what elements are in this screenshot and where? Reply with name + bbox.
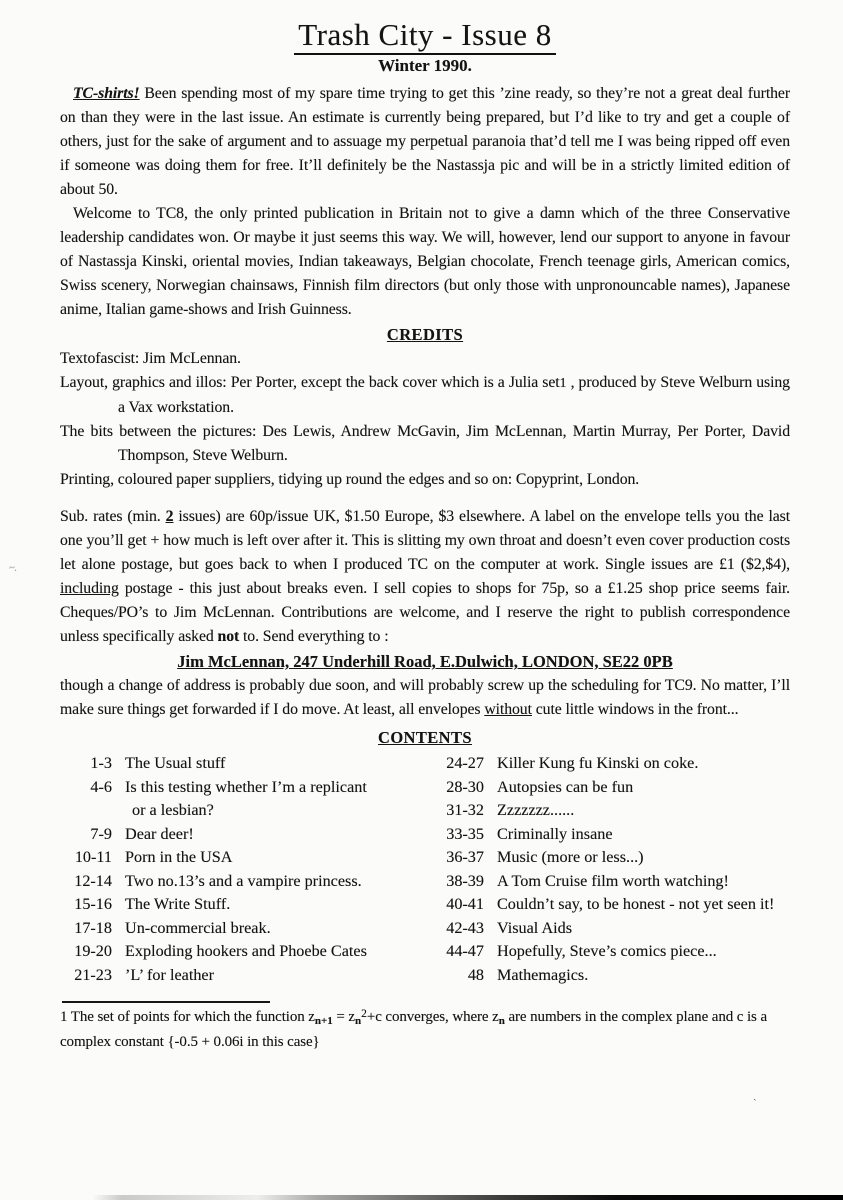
page-range: 40-41: [446, 895, 484, 913]
toc-row: [60, 823, 428, 847]
toc-row: [60, 776, 428, 800]
item-title: Porn in the USA: [125, 848, 233, 866]
page-range: 19-20: [74, 942, 112, 960]
toc-row: [432, 940, 790, 964]
contents-list: [60, 752, 790, 987]
page-range: 24-27: [446, 754, 484, 772]
page-range: 28-30: [446, 777, 484, 796]
item-title: Mathemagics.: [497, 965, 589, 984]
item-title: Un-commercial break.: [125, 918, 271, 937]
credits-heading: CREDITS: [386, 325, 464, 344]
toc-row: [432, 823, 790, 847]
tcshirts-paragraph: [60, 82, 790, 202]
issue-date: Winter 1990.: [378, 56, 472, 75]
address-followup-paragraph: though a change of address is probably due soon, and will probably screw up the scheduling for TC9. No matter, I’ll make sure things get forwarded if I do move. At least, all envelopes without cute little windows in the front...: [60, 677, 790, 718]
page-range: 4-6: [90, 777, 112, 796]
page-range: 1-3: [90, 754, 112, 772]
page-range: 15-16: [74, 895, 112, 913]
item-title: Is this testing whether I’m a replicant: [125, 777, 367, 796]
credits-list: [60, 347, 790, 492]
item-title: Couldn’t say, to be honest - not yet seen it!: [497, 895, 775, 913]
toc-row: [60, 940, 428, 964]
subscription-paragraph: Sub. rates (min. 2 issues) are 60p/issue UK, $1.50 Europe, $3 elsewhere. A label on the envelope tells you the last one you’ll get + how much is left over after it. This is slitting my own throat and doesn’t even cover production costs let alone postage, but goes back to when I produced TC on the computer at work. Single issues are £1 ($2,$4), including postage - this just about breaks even. I sell copies to shops for 75p, so a £1.25 shop price seems fair. Cheques/PO’s to Jim McLennan. Contributions are welcome, and I reserve the right to publish correspondence unless specifically asked not to. Send everything to :: [60, 508, 790, 645]
min-issues-count: 2: [165, 508, 174, 525]
toc-row: [60, 870, 428, 894]
item-title-wrap: or a lesbian?: [132, 801, 214, 819]
toc-row: [432, 752, 790, 776]
page-range: 48: [467, 965, 484, 984]
item-title: ’L’ for leather: [125, 965, 214, 984]
scan-edge-bar: [92, 1195, 843, 1200]
page-range: 36-37: [446, 848, 484, 866]
footnote: [60, 1001, 790, 1053]
item-title: Zzzzzzz......: [497, 801, 575, 819]
welcome-body: Welcome to TC8, the only printed publication in Britain not to give a damn which of the three Conservative leadership candidates won. Or maybe it just seems this way. We will, however, lend our support to anyone in favour of Nastassja Kinski, oriental movies, Indian takeaways, Belgian chocolate, French teenage girls, American comics, Swiss scenery, Norwegian chainsaws, Finnish film directors (but only those with unpronouncable names), Japanese anime, Italian game-shows and Irish Guinness.: [60, 205, 790, 318]
item-title: Two no.13’s and a vampire princess.: [125, 871, 362, 890]
credits-textofascist: Textofascist: Jim McLennan.: [60, 350, 241, 367]
item-title: Criminally insane: [497, 824, 613, 843]
contents-left-column: [60, 752, 428, 987]
footnote-divider: [62, 1001, 270, 1003]
item-title: A Tom Cruise film worth watching!: [497, 871, 729, 890]
toc-row: [432, 776, 790, 800]
page-range: 44-47: [446, 942, 484, 960]
contents-right-column: [432, 752, 790, 987]
credits-printing: Printing, coloured paper suppliers, tidying up round the edges and so on: Copyprint, London.: [60, 471, 640, 488]
masthead: [60, 18, 790, 77]
tcshirts-lead: TC-shirts!: [73, 85, 140, 102]
page-range: 31-32: [446, 801, 484, 819]
item-title: Dear deer!: [125, 824, 194, 843]
tcshirts-body: Been spending most of my spare time trying to get this ’zine ready, so they’re not a great deal further on than they were in the last issue. An estimate is currently being prepared, but I’d like to try and get a couple of others, just for the sake of argument and to assuage my perpetual paranoia that’d tell me I was being ripped off even if someone was doing them for free. It’ll definitely be the Nastassja pic and will be in a strictly limited edition of about 50.: [60, 85, 790, 198]
item-title: Visual Aids: [497, 918, 573, 937]
item-title: Exploding hookers and Phoebe Cates: [125, 942, 367, 960]
pencil-margin-mark: ~.: [8, 561, 17, 575]
scan-speck: ˏ: [753, 1089, 757, 1101]
toc-row: [60, 846, 428, 870]
mailing-address: Jim McLennan, 247 Underhill Road, E.Dulwich, LONDON, SE22 0PB: [177, 652, 673, 671]
footnote-reference: 1: [559, 376, 567, 391]
footnote-text: 1 The set of points for which the function $z_{n+1} = z_n^2+c$ converges, where $z_n$ are numbers in the complex plane and c is a complex constant {-0.5 + 0.06i in this case}: [60, 1008, 768, 1050]
toc-row: [432, 846, 790, 870]
item-title: The Write Stuff.: [125, 895, 231, 913]
page-range: 33-35: [446, 824, 484, 843]
item-title: Hopefully, Steve’s comics piece...: [497, 942, 717, 960]
item-title: Autopsies can be fun: [497, 777, 634, 796]
item-title: Music (more or less...): [497, 848, 644, 866]
page-title: Trash City - Issue 8: [294, 18, 555, 55]
page-range: 17-18: [74, 918, 112, 937]
item-title: Killer Kung fu Kinski on coke.: [497, 754, 699, 772]
page-range: 21-23: [74, 965, 112, 984]
toc-row: [432, 964, 790, 988]
page-range: 42-43: [446, 918, 484, 937]
credits-layout: Layout, graphics and illos: Per Porter, except the back cover which is a Julia set1 , produced by Steve Welburn using a Vax workstation.: [60, 374, 790, 416]
item-title: The Usual stuff: [125, 754, 226, 772]
page-range: 38-39: [446, 871, 484, 890]
toc-row: [60, 752, 428, 776]
toc-row: [60, 917, 428, 941]
page-range: 12-14: [74, 871, 112, 890]
page-range: 10-11: [74, 848, 112, 866]
toc-row: [432, 799, 790, 823]
toc-row: [60, 893, 428, 917]
toc-row: [60, 964, 428, 988]
welcome-paragraph: [60, 202, 790, 322]
credits-writers: The bits between the pictures: Des Lewis, Andrew McGavin, Jim McLennan, Martin Murray, Per Porter, David Thompson, Steve Welburn.: [60, 423, 790, 464]
contents-heading: CONTENTS: [378, 728, 472, 747]
page-range: 7-9: [90, 824, 112, 843]
zine-page: [60, 18, 790, 1053]
toc-row: [432, 893, 790, 917]
toc-row: [432, 917, 790, 941]
toc-row: [432, 870, 790, 894]
